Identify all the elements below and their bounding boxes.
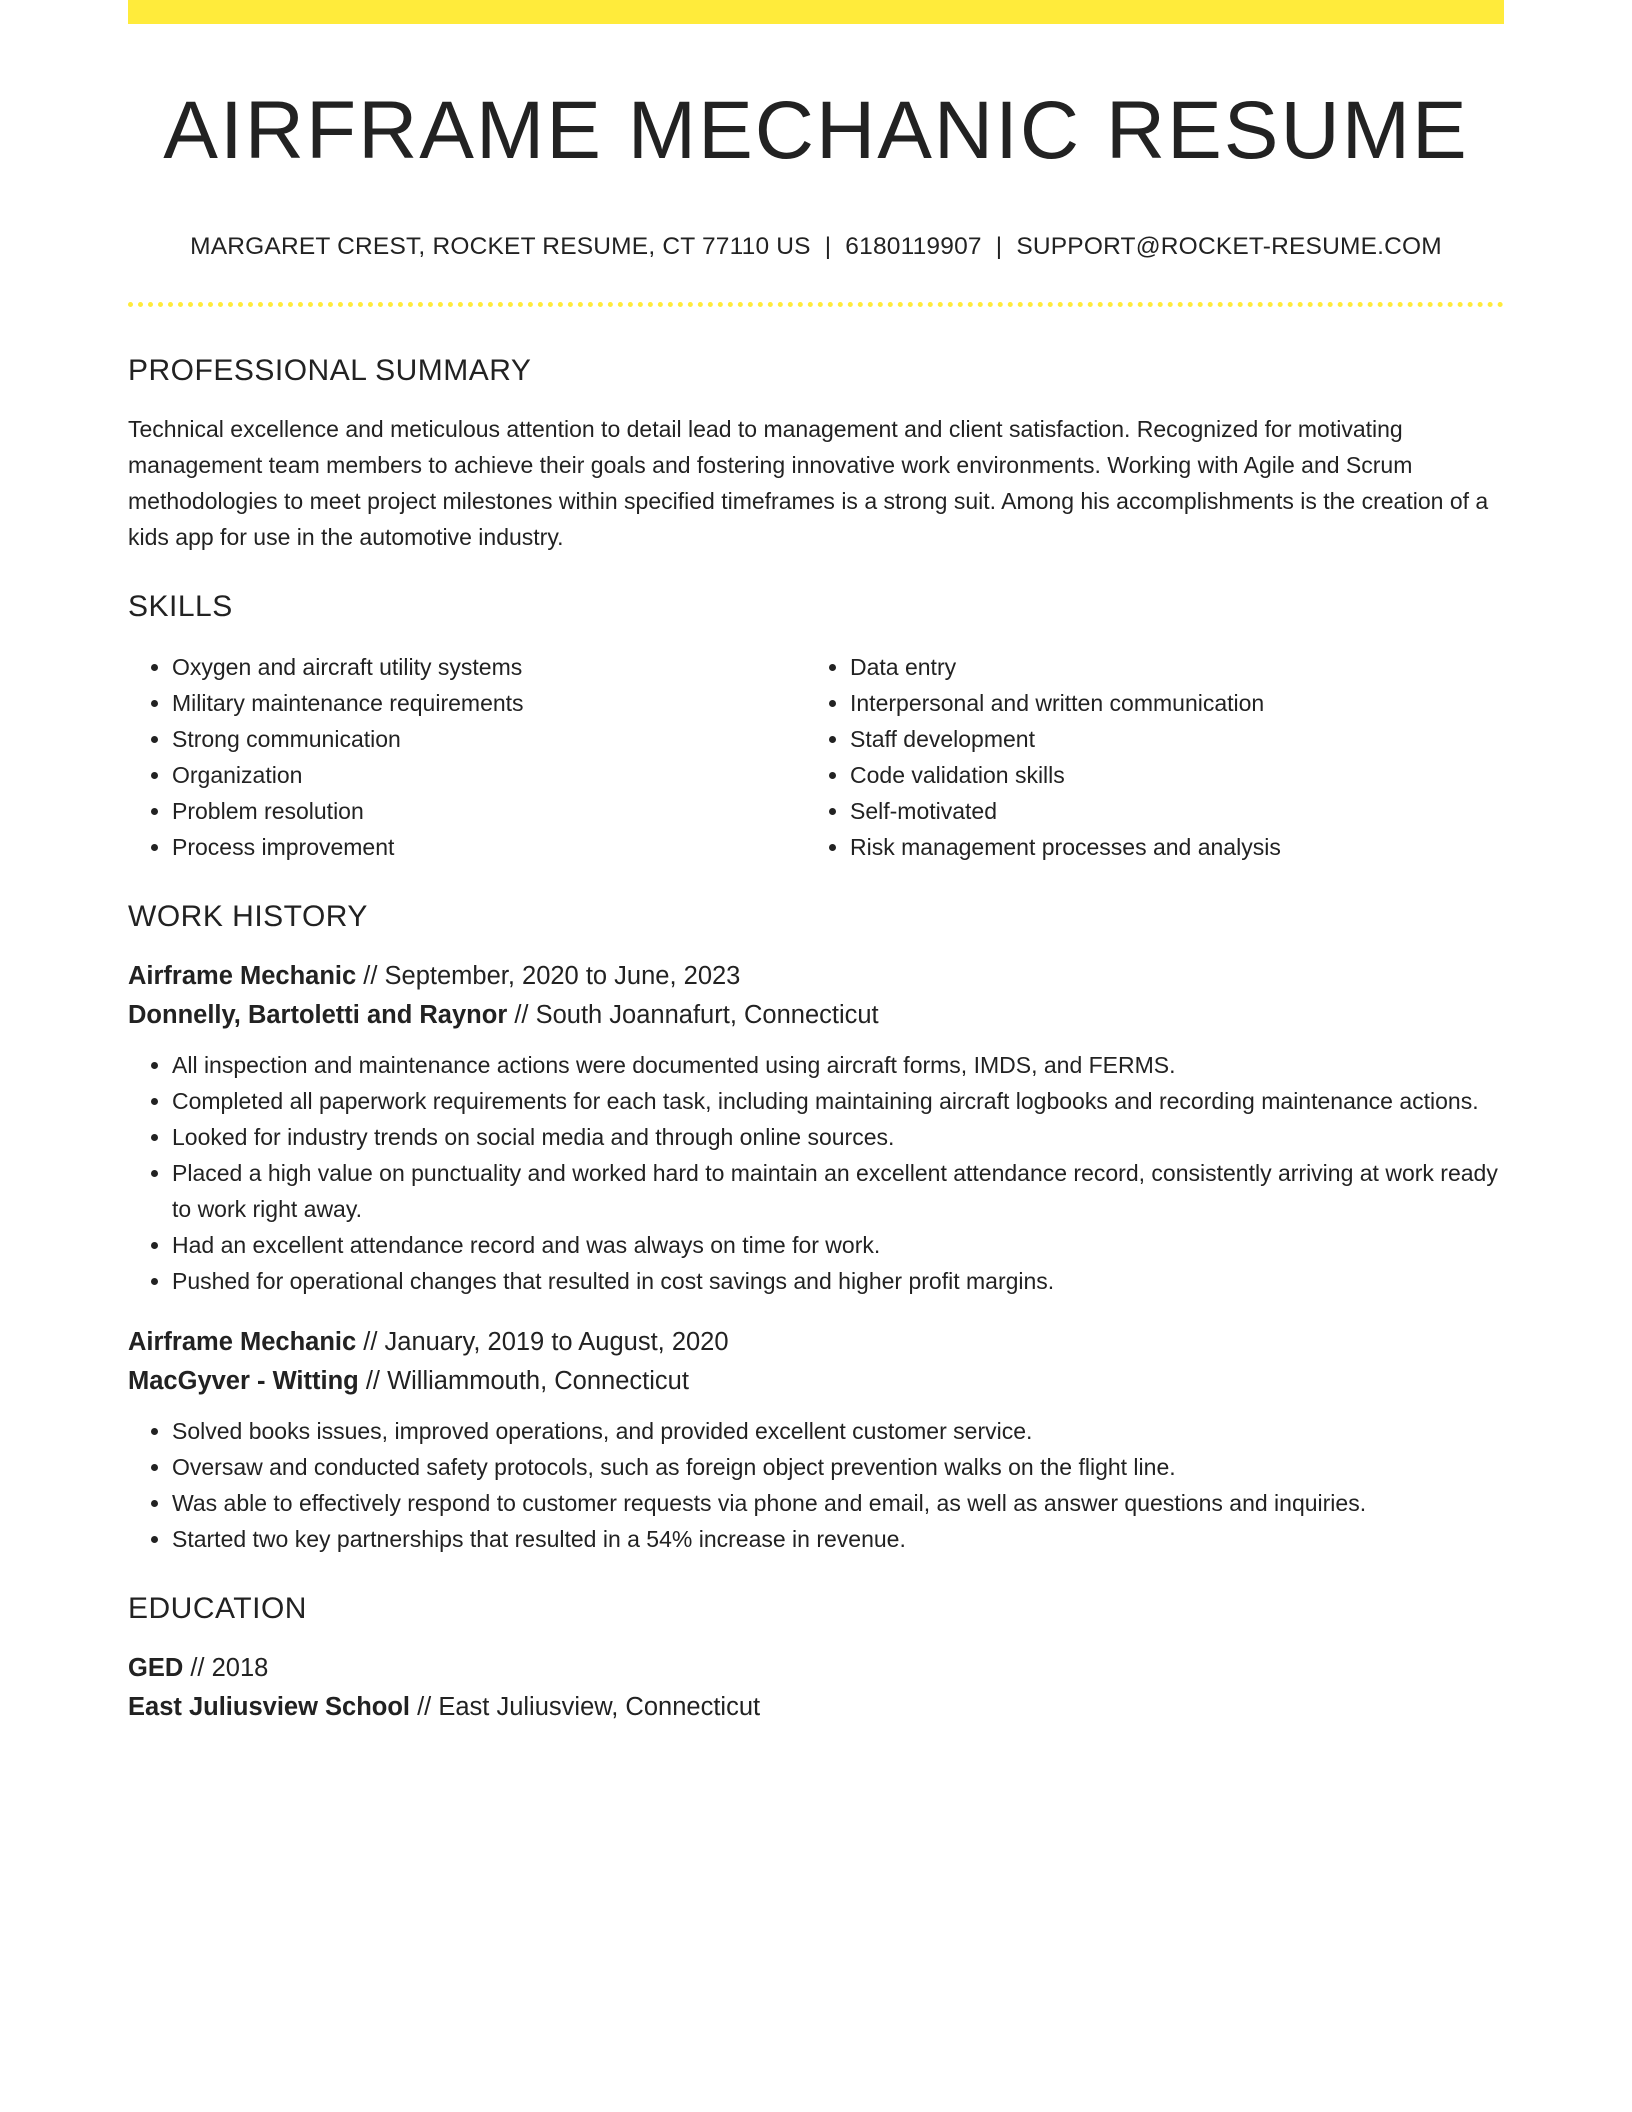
- education-degree: GED: [128, 1653, 184, 1682]
- skill-item: • Risk management processes and analysis: [850, 829, 1484, 865]
- job-bullet: • Placed a high value on punctuality and worked hard to maintain an excellent attendance record, consistently arriving at work ready to work right away.: [172, 1155, 1504, 1227]
- job-company: MacGyver - Witting: [128, 1366, 359, 1395]
- skill-item: • Organization: [172, 757, 806, 793]
- job-bullet: • Was able to effectively respond to customer requests via phone and email, as well as answer questions and inquiries.: [172, 1485, 1504, 1521]
- job-bullet: • Had an excellent attendance record and was always on time for work.: [172, 1227, 1504, 1263]
- skill-item: • Military maintenance requirements: [172, 685, 806, 721]
- job-location: // South Joannafurt, Connecticut: [507, 1000, 879, 1029]
- contact-address: MARGARET CREST, ROCKET RESUME, CT 77110 US: [190, 233, 811, 261]
- contact-separator: |: [824, 233, 832, 261]
- contact-phone: 6180119907: [845, 233, 982, 261]
- skill-item: • Problem resolution: [172, 793, 806, 829]
- skills-list-right: [806, 649, 1484, 865]
- skill-item: • Strong communication: [172, 721, 806, 757]
- skill-item: • Interpersonal and written communication: [850, 685, 1484, 721]
- job-bullet: • Looked for industry trends on social media and through online sources.: [172, 1119, 1504, 1155]
- education-school: East Juliusview School: [128, 1692, 411, 1721]
- contact-separator: |: [995, 233, 1003, 261]
- education-degree-line: [128, 1649, 1504, 1688]
- skill-item: • Self-motivated: [850, 793, 1484, 829]
- job-title-line: [128, 1323, 1504, 1362]
- skill-item: • Code validation skills: [850, 757, 1484, 793]
- job-bullet: • Oversaw and conducted safety protocols, such as foreign object prevention walks on the flight line.: [172, 1449, 1504, 1485]
- summary-heading: PROFESSIONAL SUMMARY: [128, 353, 532, 387]
- skill-item: • Oxygen and aircraft utility systems: [172, 649, 806, 685]
- contact-email: SUPPORT@ROCKET-RESUME.COM: [1016, 233, 1442, 261]
- job-title-line: [128, 957, 1504, 996]
- job-location: // Williammouth, Connecticut: [358, 1366, 689, 1395]
- education-heading: EDUCATION: [128, 1591, 307, 1625]
- job-bullet: • Pushed for operational changes that resulted in cost savings and higher profit margins.: [172, 1263, 1504, 1299]
- job-bullet: • Solved books issues, improved operations, and provided excellent customer service.: [172, 1413, 1504, 1449]
- resume-title: AIRFRAME MECHANIC RESUME: [163, 85, 1469, 176]
- skills-list-left: [128, 649, 806, 865]
- skill-item: • Staff development: [850, 721, 1484, 757]
- resume-page: [128, 0, 1504, 1727]
- job-company-line: [128, 996, 1504, 1035]
- skills-grid: [128, 649, 1504, 865]
- contact-line: [128, 232, 1504, 261]
- job-entry: [128, 957, 1504, 1299]
- job-company-line: [128, 1362, 1504, 1401]
- job-bullets: [128, 1047, 1504, 1299]
- job-dates: // September, 2020 to June, 2023: [356, 961, 741, 990]
- dotted-divider: [128, 302, 1504, 307]
- job-bullet: • Completed all paperwork requirements for each task, including maintaining aircraft logbooks and recording maintenance actions.: [172, 1083, 1504, 1119]
- education-year: // 2018: [183, 1653, 269, 1682]
- skill-item: • Process improvement: [172, 829, 806, 865]
- job-entry: [128, 1323, 1504, 1557]
- skills-heading: SKILLS: [128, 589, 233, 623]
- work-history-heading: WORK HISTORY: [128, 899, 368, 933]
- job-bullet: • Started two key partnerships that resulted in a 54% increase in revenue.: [172, 1521, 1504, 1557]
- top-accent-bar: [128, 0, 1504, 24]
- job-company: Donnelly, Bartoletti and Raynor: [128, 1000, 508, 1029]
- education-location: // East Juliusview, Connecticut: [410, 1692, 761, 1721]
- job-bullets: [128, 1413, 1504, 1557]
- education-school-line: [128, 1688, 1504, 1727]
- summary-text: Technical excellence and meticulous attention to detail lead to management and client satisfaction. Recognized for motivating management team members to achieve their goals and fostering innovative work environments. Working with Agile and Scrum methodologies to meet project milestones within specified timeframes is a strong suit. Among his accomplishments is the creation of a kids app for use in the automotive industry.: [128, 415, 1489, 550]
- job-dates: // January, 2019 to August, 2020: [356, 1327, 729, 1356]
- job-title: Airframe Mechanic: [128, 961, 357, 990]
- job-title: Airframe Mechanic: [128, 1327, 357, 1356]
- job-bullet: • All inspection and maintenance actions were documented using aircraft forms, IMDS, and FERMS.: [172, 1047, 1504, 1083]
- skill-item: • Data entry: [850, 649, 1484, 685]
